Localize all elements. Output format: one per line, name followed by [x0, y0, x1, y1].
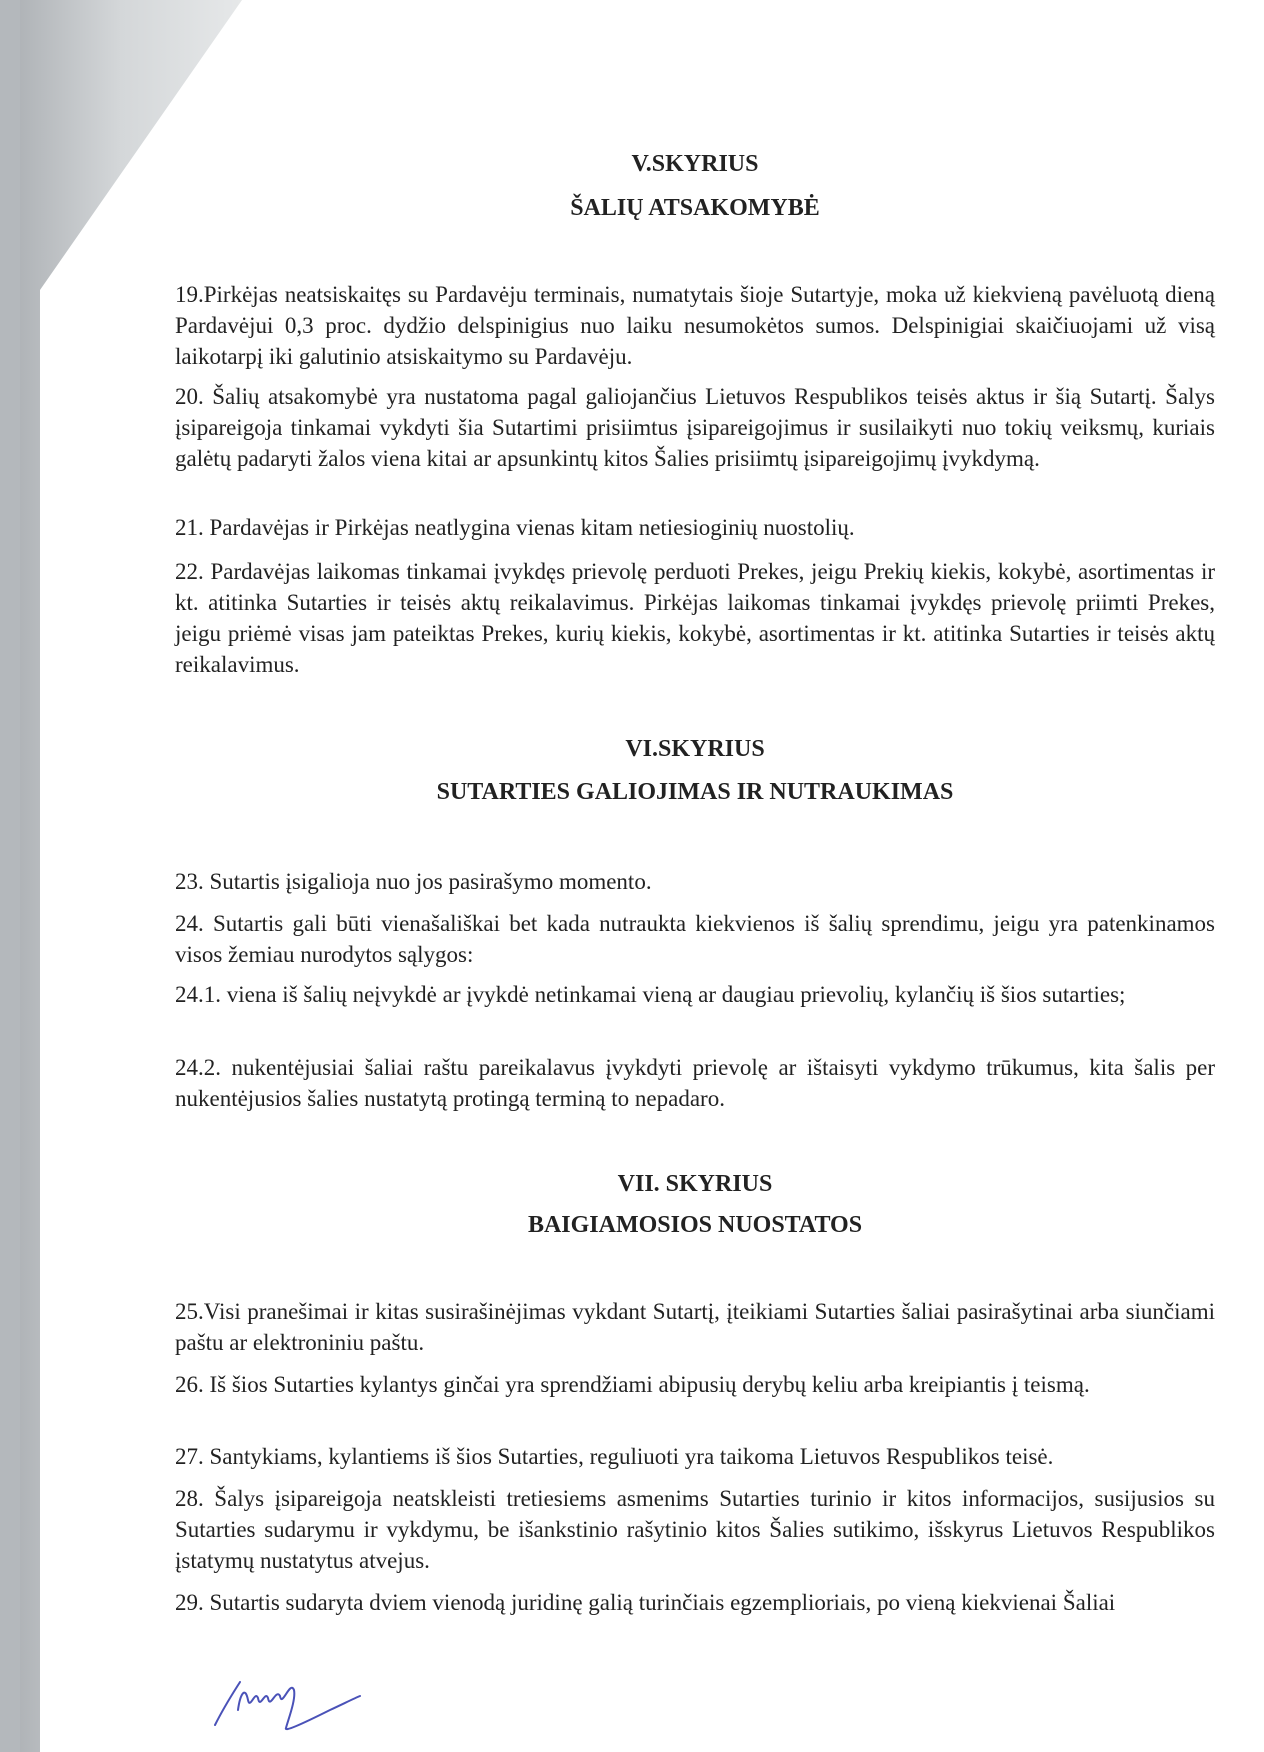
section-heading: VI.SKYRIUS [625, 736, 765, 762]
paragraph-25: 25.Visi pranešimai ir kitas susirašinėjimas vykdant Sutartį, įteikiami Sutarties šaliai pasirašytinai arba siunčiami paštu ar elektroniniu paštu. [175, 1299, 1215, 1355]
section-title: BAIGIAMOSIOS NUOSTATOS [527, 1212, 863, 1238]
paragraph-20: 20. Šalių atsakomybė yra nustatoma pagal galiojančius Lietuvos Respublikos teisės aktus ir šią Sutartį. Šalys įsipareigoja tinkamai vykdyti šia Sutartimi prisiimtus įsipareigojimus ir susilaikyti nuo tokių veiksmų, kuriais galėtų padaryti žalos viena kitai ar apsunkintų kitos Šalies prisiimtų įsipareigojimų įvykdymą. [175, 384, 1215, 471]
paragraph-28: 28. Šalys įsipareigoja neatskleisti tretiesiems asmenims Sutarties turinio ir kitos informacijos, susijusios su Sutarties sudarymu ir vykdymu, be išankstinio rašytinio kitos Šalies sutikimo, išskyrus Lietuvos Respublikos įstatymų nustatytus atvejus. [175, 1486, 1215, 1573]
paragraph-23: 23. Sutartis įsigalioja nuo jos pasirašymo momento. [175, 869, 652, 894]
paragraph-29: 29. Sutartis sudaryta dviem vienodą juridinę galią turinčiais egzemplioriais, po vieną kiekvienai Šaliai [175, 1590, 1116, 1615]
section-title: ŠALIŲ ATSAKOMYBĖ [570, 195, 820, 221]
paragraph-24-2: 24.2. nukentėjusiai šaliai raštu pareikalavus įvykdyti prievolę ar ištaisyti vykdymo trūkumus, kita šalis per nukentėjusios šalies nustatytą protingą terminą to nepadaro. [175, 1055, 1215, 1111]
paragraph-24: 24. Sutartis gali būti vienašališkai bet kada nutraukta kiekvienos iš šalių sprendimu, jeigu yra patenkinamos visos žemiau nurodytos sąlygos: [175, 911, 1215, 967]
paragraph-26: 26. Iš šios Sutarties kylantys ginčai yra sprendžiami abipusių derybų keliu arba kreipiantis į teismą. [175, 1372, 1090, 1397]
paragraph-22: 22. Pardavėjas laikomas tinkamai įvykdęs prievolę perduoti Prekes, jeigu Prekių kiekis, kokybė, asortimentas ir kt. atitinka Sutarties ir teisės aktų reikalavimus. Pirkėjas laikomas tinkamai įvykdęs prievolę priimti Prekes, jeigu priėmė visas jam pateiktas Prekes, kurių kiekis, kokybė, asortimentas ir kt. atitinka Sutarties ir teisės aktų reikalavimus. [175, 559, 1215, 677]
signature [210, 1670, 390, 1740]
paragraph-19: 19.Pirkėjas neatsiskaitęs su Pardavėju terminais, numatytais šioje Sutartyje, moka už kiekvieną pavėluotą dieną Pardavėjui 0,3 proc. dydžio delspinigius nuo laiku nesumokėtos sumos. Delspinigiai skaičiuojami už visą laikotarpį iki galutinio atsiskaitymo su Pardavėju. [175, 282, 1215, 369]
section-heading: VII. SKYRIUS [617, 1171, 773, 1197]
paragraph-27: 27. Santykiams, kylantiems iš šios Sutarties, reguliuoti yra taikoma Lietuvos Respublikos teisė. [175, 1444, 1054, 1469]
paragraph-24-1: 24.1. viena iš šalių neįvykdė ar įvykdė netinkamai vieną ar daugiau prievolių, kylančių iš šios sutarties; [175, 982, 1126, 1007]
section-title: SUTARTIES GALIOJIMAS IR NUTRAUKIMAS [436, 779, 954, 805]
paragraph-21: 21. Pardavėjas ir Pirkėjas neatlygina vienas kitam netiesioginių nuostolių. [175, 515, 855, 540]
section-heading: V.SKYRIUS [631, 151, 759, 177]
